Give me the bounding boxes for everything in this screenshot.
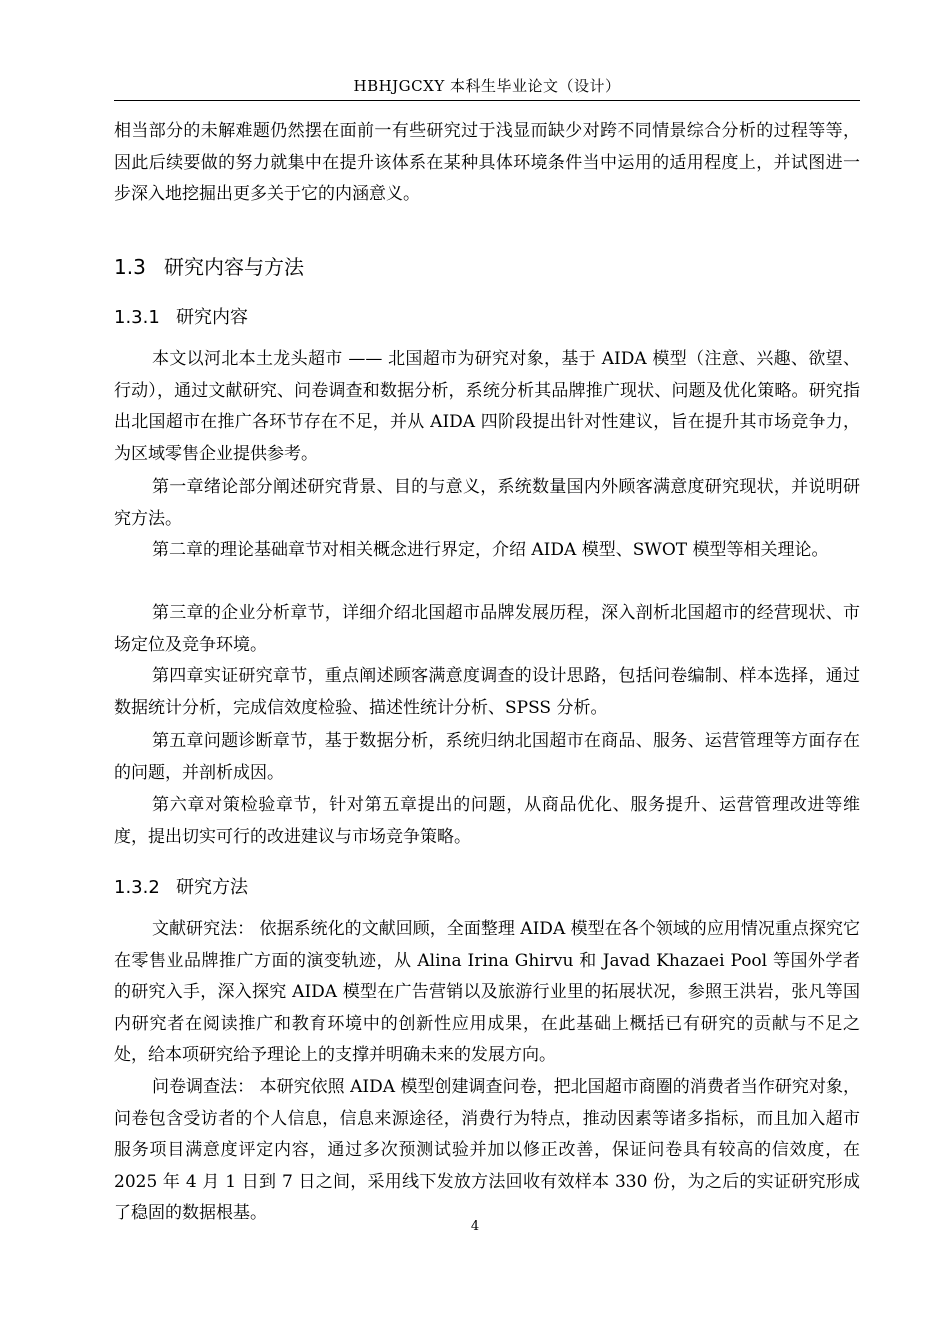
subsection-number: 1.3.1 <box>114 307 160 328</box>
paragraph-chapter-6: 第六章对策检验章节，针对第五章提出的问题，从商品优化、服务提升、运营管理改进等维度，提出切实可行的改进建议与市场竞争策略。 <box>114 795 860 847</box>
paragraph-chapter-1: 第一章绪论部分阐述研究背景、目的与意义，系统数量国内外顾客满意度研究现状，并说明研究方法。 <box>114 477 860 529</box>
paragraph-questionnaire-method: 问卷调查法： 本研究依照 AIDA 模型创建调查问卷，把北国超市商圈的消费者当作研究对象，问卷包含受访者的个人信息，信息来源途径，消费行为特点，推动因素等诸多指标，而且加入超市服务项目满意度评定内容，通过多次预测试验并加以修正改善，保证问卷具有较高的信效度，在 2025 年 4 月 1 日到 7 日之间，采用线下发放方法回收有效样本 330 份，为之后的实证研究形成了稳固的数据根基。 <box>114 1077 860 1223</box>
section-title: 研究内容与方法 <box>164 255 304 279</box>
running-header: HBHJGCXY 本科生毕业论文（设计） <box>353 77 621 95</box>
intro-paragraph: 相当部分的未解难题仍然摆在面前一有些研究过于浅显而缺少对跨不同情景综合分析的过程等等，因此后续要做的努力就集中在提升该体系在某种具体环境条件当中运用的适用程度上，并试图进一步深入地挖掘出更多关于它的内涵意义。 <box>114 121 860 204</box>
section-number: 1.3 <box>114 255 146 279</box>
paragraph-chapter-4: 第四章实证研究章节，重点阐述顾客满意度调查的设计思路，包括问卷编制、样本选择，通过数据统计分析，完成信效度检验、描述性统计分析、SPSS 分析。 <box>114 666 860 718</box>
paragraph-chapter-2: 第二章的理论基础章节对相关概念进行界定，介绍 AIDA 模型、SWOT 模型等相关理论。 <box>152 540 829 560</box>
subsection-title: 研究方法 <box>176 877 248 898</box>
paragraph-chapter-5: 第五章问题诊断章节，基于数据分析，系统归纳北国超市在商品、服务、运营管理等方面存在的问题，并剖析成因。 <box>114 731 860 783</box>
paragraph-research-overview: 本文以河北本土龙头超市 —— 北国超市为研究对象，基于 AIDA 模型（注意、兴趣、欲望、行动），通过文献研究、问卷调查和数据分析，系统分析其品牌推广现状、问题及优化策略。研究指出北国超市在推广各环节存在不足，并从 AIDA 四阶段提出针对性建议，旨在提升其市场竞争力，为区域零售企业提供参考。 <box>114 349 860 464</box>
header-divider <box>114 100 860 101</box>
subsection-heading-1-3-1 <box>114 305 248 331</box>
section-heading-1-3 <box>114 253 304 281</box>
subsection-heading-1-3-2 <box>114 875 248 901</box>
paragraph-chapter-3: 第三章的企业分析章节，详细介绍北国超市品牌发展历程，深入剖析北国超市的经营现状、市场定位及竞争环境。 <box>114 603 860 655</box>
subsection-number: 1.3.2 <box>114 877 160 898</box>
page-number: 4 <box>470 1219 480 1234</box>
paragraph-literature-method: 文献研究法： 依据系统化的文献回顾，全面整理 AIDA 模型在各个领域的应用情况重点探究它在零售业品牌推广方面的演变轨迹，从 Alina Irina Ghirvu 和 Javad Khazaei Pool 等国外学者的研究入手，深入探究 AIDA 模型在广告营销以及旅游行业里的拓展状况，参照王洪岩，张凡等国内研究者在阅读推广和教育环境中的创新性应用成果，在此基础上概括已有研究的贡献与不足之处，给本项研究给予理论上的支撑并明确未来的发展方向。 <box>114 919 860 1065</box>
subsection-title: 研究内容 <box>176 307 248 328</box>
